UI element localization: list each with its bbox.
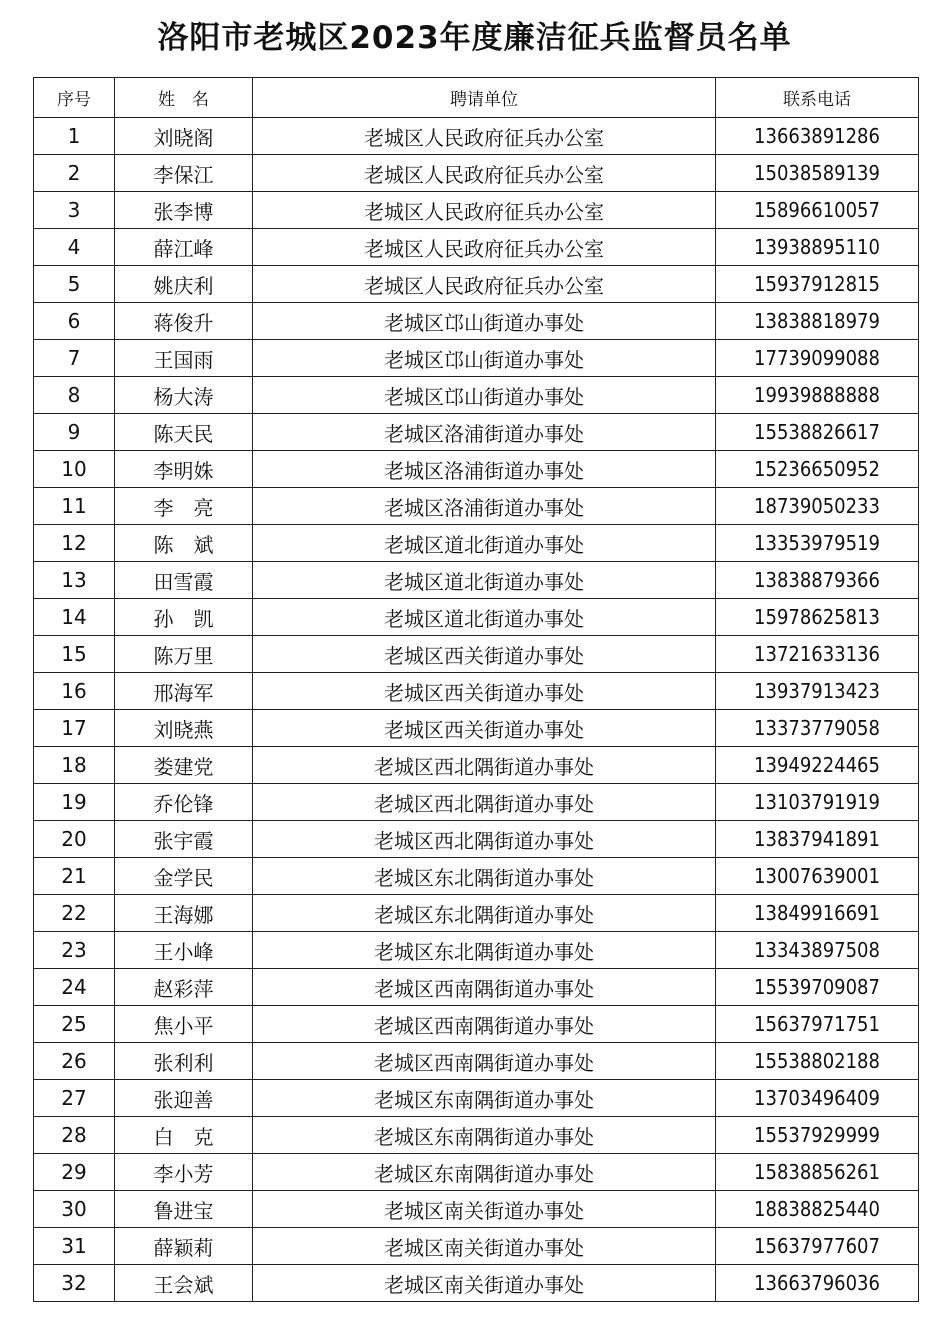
cell-unit: 老城区南关街道办事处 bbox=[253, 1265, 716, 1302]
header-unit: 聘请单位 bbox=[253, 78, 716, 118]
cell-phone: 13703496409 bbox=[716, 1080, 919, 1117]
cell-unit: 老城区人民政府征兵办公室 bbox=[253, 192, 716, 229]
cell-name: 陈 斌 bbox=[115, 525, 253, 562]
table-row bbox=[34, 118, 919, 155]
cell-unit: 老城区西北隅街道办事处 bbox=[253, 784, 716, 821]
cell-unit: 老城区人民政府征兵办公室 bbox=[253, 229, 716, 266]
cell-unit: 老城区南关街道办事处 bbox=[253, 1191, 716, 1228]
cell-unit: 老城区洛浦街道办事处 bbox=[253, 488, 716, 525]
cell-phone: 15838856261 bbox=[716, 1154, 919, 1191]
table-row bbox=[34, 1043, 919, 1080]
cell-name: 乔伦锋 bbox=[115, 784, 253, 821]
cell-serial-number: 5 bbox=[34, 266, 115, 303]
cell-phone: 13938895110 bbox=[716, 229, 919, 266]
cell-unit: 老城区东南隅街道办事处 bbox=[253, 1080, 716, 1117]
cell-serial-number: 1 bbox=[34, 118, 115, 155]
document-title: 洛阳市老城区2023年度廉洁征兵监督员名单 bbox=[157, 20, 792, 56]
cell-unit: 老城区西南隅街道办事处 bbox=[253, 1043, 716, 1080]
cell-phone: 13663891286 bbox=[716, 118, 919, 155]
table-row bbox=[34, 155, 919, 192]
cell-unit: 老城区西北隅街道办事处 bbox=[253, 747, 716, 784]
cell-phone: 13663796036 bbox=[716, 1265, 919, 1302]
table-row bbox=[34, 488, 919, 525]
cell-serial-number: 30 bbox=[34, 1191, 115, 1228]
cell-unit: 老城区人民政府征兵办公室 bbox=[253, 118, 716, 155]
cell-serial-number: 2 bbox=[34, 155, 115, 192]
cell-unit: 老城区南关街道办事处 bbox=[253, 1228, 716, 1265]
cell-unit: 老城区洛浦街道办事处 bbox=[253, 414, 716, 451]
cell-name: 陈天民 bbox=[115, 414, 253, 451]
cell-phone: 15538826617 bbox=[716, 414, 919, 451]
cell-phone: 19939888888 bbox=[716, 377, 919, 414]
cell-name: 蒋俊升 bbox=[115, 303, 253, 340]
cell-unit: 老城区西关街道办事处 bbox=[253, 636, 716, 673]
cell-name: 鲁进宝 bbox=[115, 1191, 253, 1228]
header-phone: 联系电话 bbox=[716, 78, 919, 118]
cell-name: 王国雨 bbox=[115, 340, 253, 377]
table-row bbox=[34, 636, 919, 673]
cell-phone: 15236650952 bbox=[716, 451, 919, 488]
table-row bbox=[34, 192, 919, 229]
cell-name: 王会斌 bbox=[115, 1265, 253, 1302]
header-serial-number: 序号 bbox=[34, 78, 115, 118]
cell-phone: 15038589139 bbox=[716, 155, 919, 192]
cell-unit: 老城区西关街道办事处 bbox=[253, 673, 716, 710]
cell-phone: 15637977607 bbox=[716, 1228, 919, 1265]
cell-name: 张利利 bbox=[115, 1043, 253, 1080]
cell-phone: 15978625813 bbox=[716, 599, 919, 636]
cell-serial-number: 11 bbox=[34, 488, 115, 525]
cell-serial-number: 20 bbox=[34, 821, 115, 858]
table-row bbox=[34, 710, 919, 747]
cell-unit: 老城区东南隅街道办事处 bbox=[253, 1117, 716, 1154]
cell-phone: 15539709087 bbox=[716, 969, 919, 1006]
table-row bbox=[34, 303, 919, 340]
cell-name: 孙 凯 bbox=[115, 599, 253, 636]
cell-name: 邢海军 bbox=[115, 673, 253, 710]
cell-phone: 13849916691 bbox=[716, 895, 919, 932]
cell-phone: 13838818979 bbox=[716, 303, 919, 340]
supervisor-table bbox=[33, 77, 919, 1302]
table-row bbox=[34, 1006, 919, 1043]
cell-phone: 15538802188 bbox=[716, 1043, 919, 1080]
cell-unit: 老城区人民政府征兵办公室 bbox=[253, 266, 716, 303]
cell-serial-number: 19 bbox=[34, 784, 115, 821]
cell-name: 刘晓燕 bbox=[115, 710, 253, 747]
cell-phone: 13838879366 bbox=[716, 562, 919, 599]
cell-serial-number: 27 bbox=[34, 1080, 115, 1117]
cell-serial-number: 21 bbox=[34, 858, 115, 895]
cell-serial-number: 24 bbox=[34, 969, 115, 1006]
table-row bbox=[34, 377, 919, 414]
cell-phone: 13937913423 bbox=[716, 673, 919, 710]
cell-name: 薛颖莉 bbox=[115, 1228, 253, 1265]
cell-name: 王小峰 bbox=[115, 932, 253, 969]
table-row bbox=[34, 599, 919, 636]
table-body bbox=[34, 118, 919, 1302]
cell-serial-number: 10 bbox=[34, 451, 115, 488]
table-row bbox=[34, 229, 919, 266]
cell-serial-number: 26 bbox=[34, 1043, 115, 1080]
cell-phone: 17739099088 bbox=[716, 340, 919, 377]
cell-serial-number: 9 bbox=[34, 414, 115, 451]
cell-name: 金学民 bbox=[115, 858, 253, 895]
cell-serial-number: 25 bbox=[34, 1006, 115, 1043]
cell-phone: 18838825440 bbox=[716, 1191, 919, 1228]
header-name: 姓 名 bbox=[115, 78, 253, 118]
cell-name: 张李博 bbox=[115, 192, 253, 229]
cell-phone: 18739050233 bbox=[716, 488, 919, 525]
cell-phone: 13103791919 bbox=[716, 784, 919, 821]
table-row bbox=[34, 673, 919, 710]
cell-phone: 15896610057 bbox=[716, 192, 919, 229]
cell-unit: 老城区西北隅街道办事处 bbox=[253, 821, 716, 858]
cell-serial-number: 4 bbox=[34, 229, 115, 266]
cell-serial-number: 13 bbox=[34, 562, 115, 599]
cell-unit: 老城区邙山街道办事处 bbox=[253, 340, 716, 377]
table-row bbox=[34, 1154, 919, 1191]
cell-name: 张迎善 bbox=[115, 1080, 253, 1117]
cell-serial-number: 7 bbox=[34, 340, 115, 377]
cell-name: 王海娜 bbox=[115, 895, 253, 932]
cell-unit: 老城区西南隅街道办事处 bbox=[253, 969, 716, 1006]
cell-serial-number: 15 bbox=[34, 636, 115, 673]
cell-serial-number: 17 bbox=[34, 710, 115, 747]
cell-name: 赵彩萍 bbox=[115, 969, 253, 1006]
cell-serial-number: 28 bbox=[34, 1117, 115, 1154]
cell-unit: 老城区洛浦街道办事处 bbox=[253, 451, 716, 488]
cell-unit: 老城区东北隅街道办事处 bbox=[253, 932, 716, 969]
cell-phone: 13721633136 bbox=[716, 636, 919, 673]
cell-unit: 老城区西南隅街道办事处 bbox=[253, 1006, 716, 1043]
cell-serial-number: 23 bbox=[34, 932, 115, 969]
cell-phone: 13949224465 bbox=[716, 747, 919, 784]
cell-serial-number: 18 bbox=[34, 747, 115, 784]
cell-unit: 老城区西关街道办事处 bbox=[253, 710, 716, 747]
cell-unit: 老城区邙山街道办事处 bbox=[253, 303, 716, 340]
cell-phone: 15937912815 bbox=[716, 266, 919, 303]
table-row bbox=[34, 266, 919, 303]
cell-phone: 13353979519 bbox=[716, 525, 919, 562]
cell-unit: 老城区东北隅街道办事处 bbox=[253, 858, 716, 895]
cell-serial-number: 6 bbox=[34, 303, 115, 340]
cell-name: 杨大涛 bbox=[115, 377, 253, 414]
table-header-row bbox=[34, 78, 919, 118]
table-row bbox=[34, 451, 919, 488]
cell-name: 张宇霞 bbox=[115, 821, 253, 858]
cell-phone: 13373779058 bbox=[716, 710, 919, 747]
cell-phone: 13343897508 bbox=[716, 932, 919, 969]
table-row bbox=[34, 525, 919, 562]
table-row bbox=[34, 821, 919, 858]
table-row bbox=[34, 1228, 919, 1265]
table-row bbox=[34, 858, 919, 895]
cell-name: 姚庆利 bbox=[115, 266, 253, 303]
table-row bbox=[34, 747, 919, 784]
table-row bbox=[34, 414, 919, 451]
cell-name: 李 亮 bbox=[115, 488, 253, 525]
cell-phone: 13007639001 bbox=[716, 858, 919, 895]
cell-serial-number: 32 bbox=[34, 1265, 115, 1302]
table-row bbox=[34, 969, 919, 1006]
table-row bbox=[34, 1080, 919, 1117]
cell-unit: 老城区邙山街道办事处 bbox=[253, 377, 716, 414]
cell-unit: 老城区人民政府征兵办公室 bbox=[253, 155, 716, 192]
table-row bbox=[34, 562, 919, 599]
table-row bbox=[34, 932, 919, 969]
cell-name: 白 克 bbox=[115, 1117, 253, 1154]
cell-serial-number: 14 bbox=[34, 599, 115, 636]
cell-name: 李明姝 bbox=[115, 451, 253, 488]
cell-unit: 老城区道北街道办事处 bbox=[253, 562, 716, 599]
cell-phone: 15637971751 bbox=[716, 1006, 919, 1043]
cell-name: 刘晓阁 bbox=[115, 118, 253, 155]
cell-serial-number: 3 bbox=[34, 192, 115, 229]
cell-unit: 老城区道北街道办事处 bbox=[253, 525, 716, 562]
cell-name: 焦小平 bbox=[115, 1006, 253, 1043]
cell-unit: 老城区道北街道办事处 bbox=[253, 599, 716, 636]
cell-name: 李小芳 bbox=[115, 1154, 253, 1191]
cell-serial-number: 16 bbox=[34, 673, 115, 710]
cell-unit: 老城区东南隅街道办事处 bbox=[253, 1154, 716, 1191]
table-row bbox=[34, 784, 919, 821]
table-row bbox=[34, 1265, 919, 1302]
cell-phone: 13837941891 bbox=[716, 821, 919, 858]
table-row bbox=[34, 895, 919, 932]
table-row bbox=[34, 1191, 919, 1228]
table-row bbox=[34, 340, 919, 377]
cell-serial-number: 29 bbox=[34, 1154, 115, 1191]
cell-unit: 老城区东北隅街道办事处 bbox=[253, 895, 716, 932]
cell-name: 陈万里 bbox=[115, 636, 253, 673]
cell-name: 薛江峰 bbox=[115, 229, 253, 266]
cell-name: 娄建党 bbox=[115, 747, 253, 784]
cell-serial-number: 22 bbox=[34, 895, 115, 932]
cell-name: 李保江 bbox=[115, 155, 253, 192]
cell-serial-number: 12 bbox=[34, 525, 115, 562]
table-row bbox=[34, 1117, 919, 1154]
cell-serial-number: 31 bbox=[34, 1228, 115, 1265]
cell-serial-number: 8 bbox=[34, 377, 115, 414]
cell-name: 田雪霞 bbox=[115, 562, 253, 599]
cell-phone: 15537929999 bbox=[716, 1117, 919, 1154]
